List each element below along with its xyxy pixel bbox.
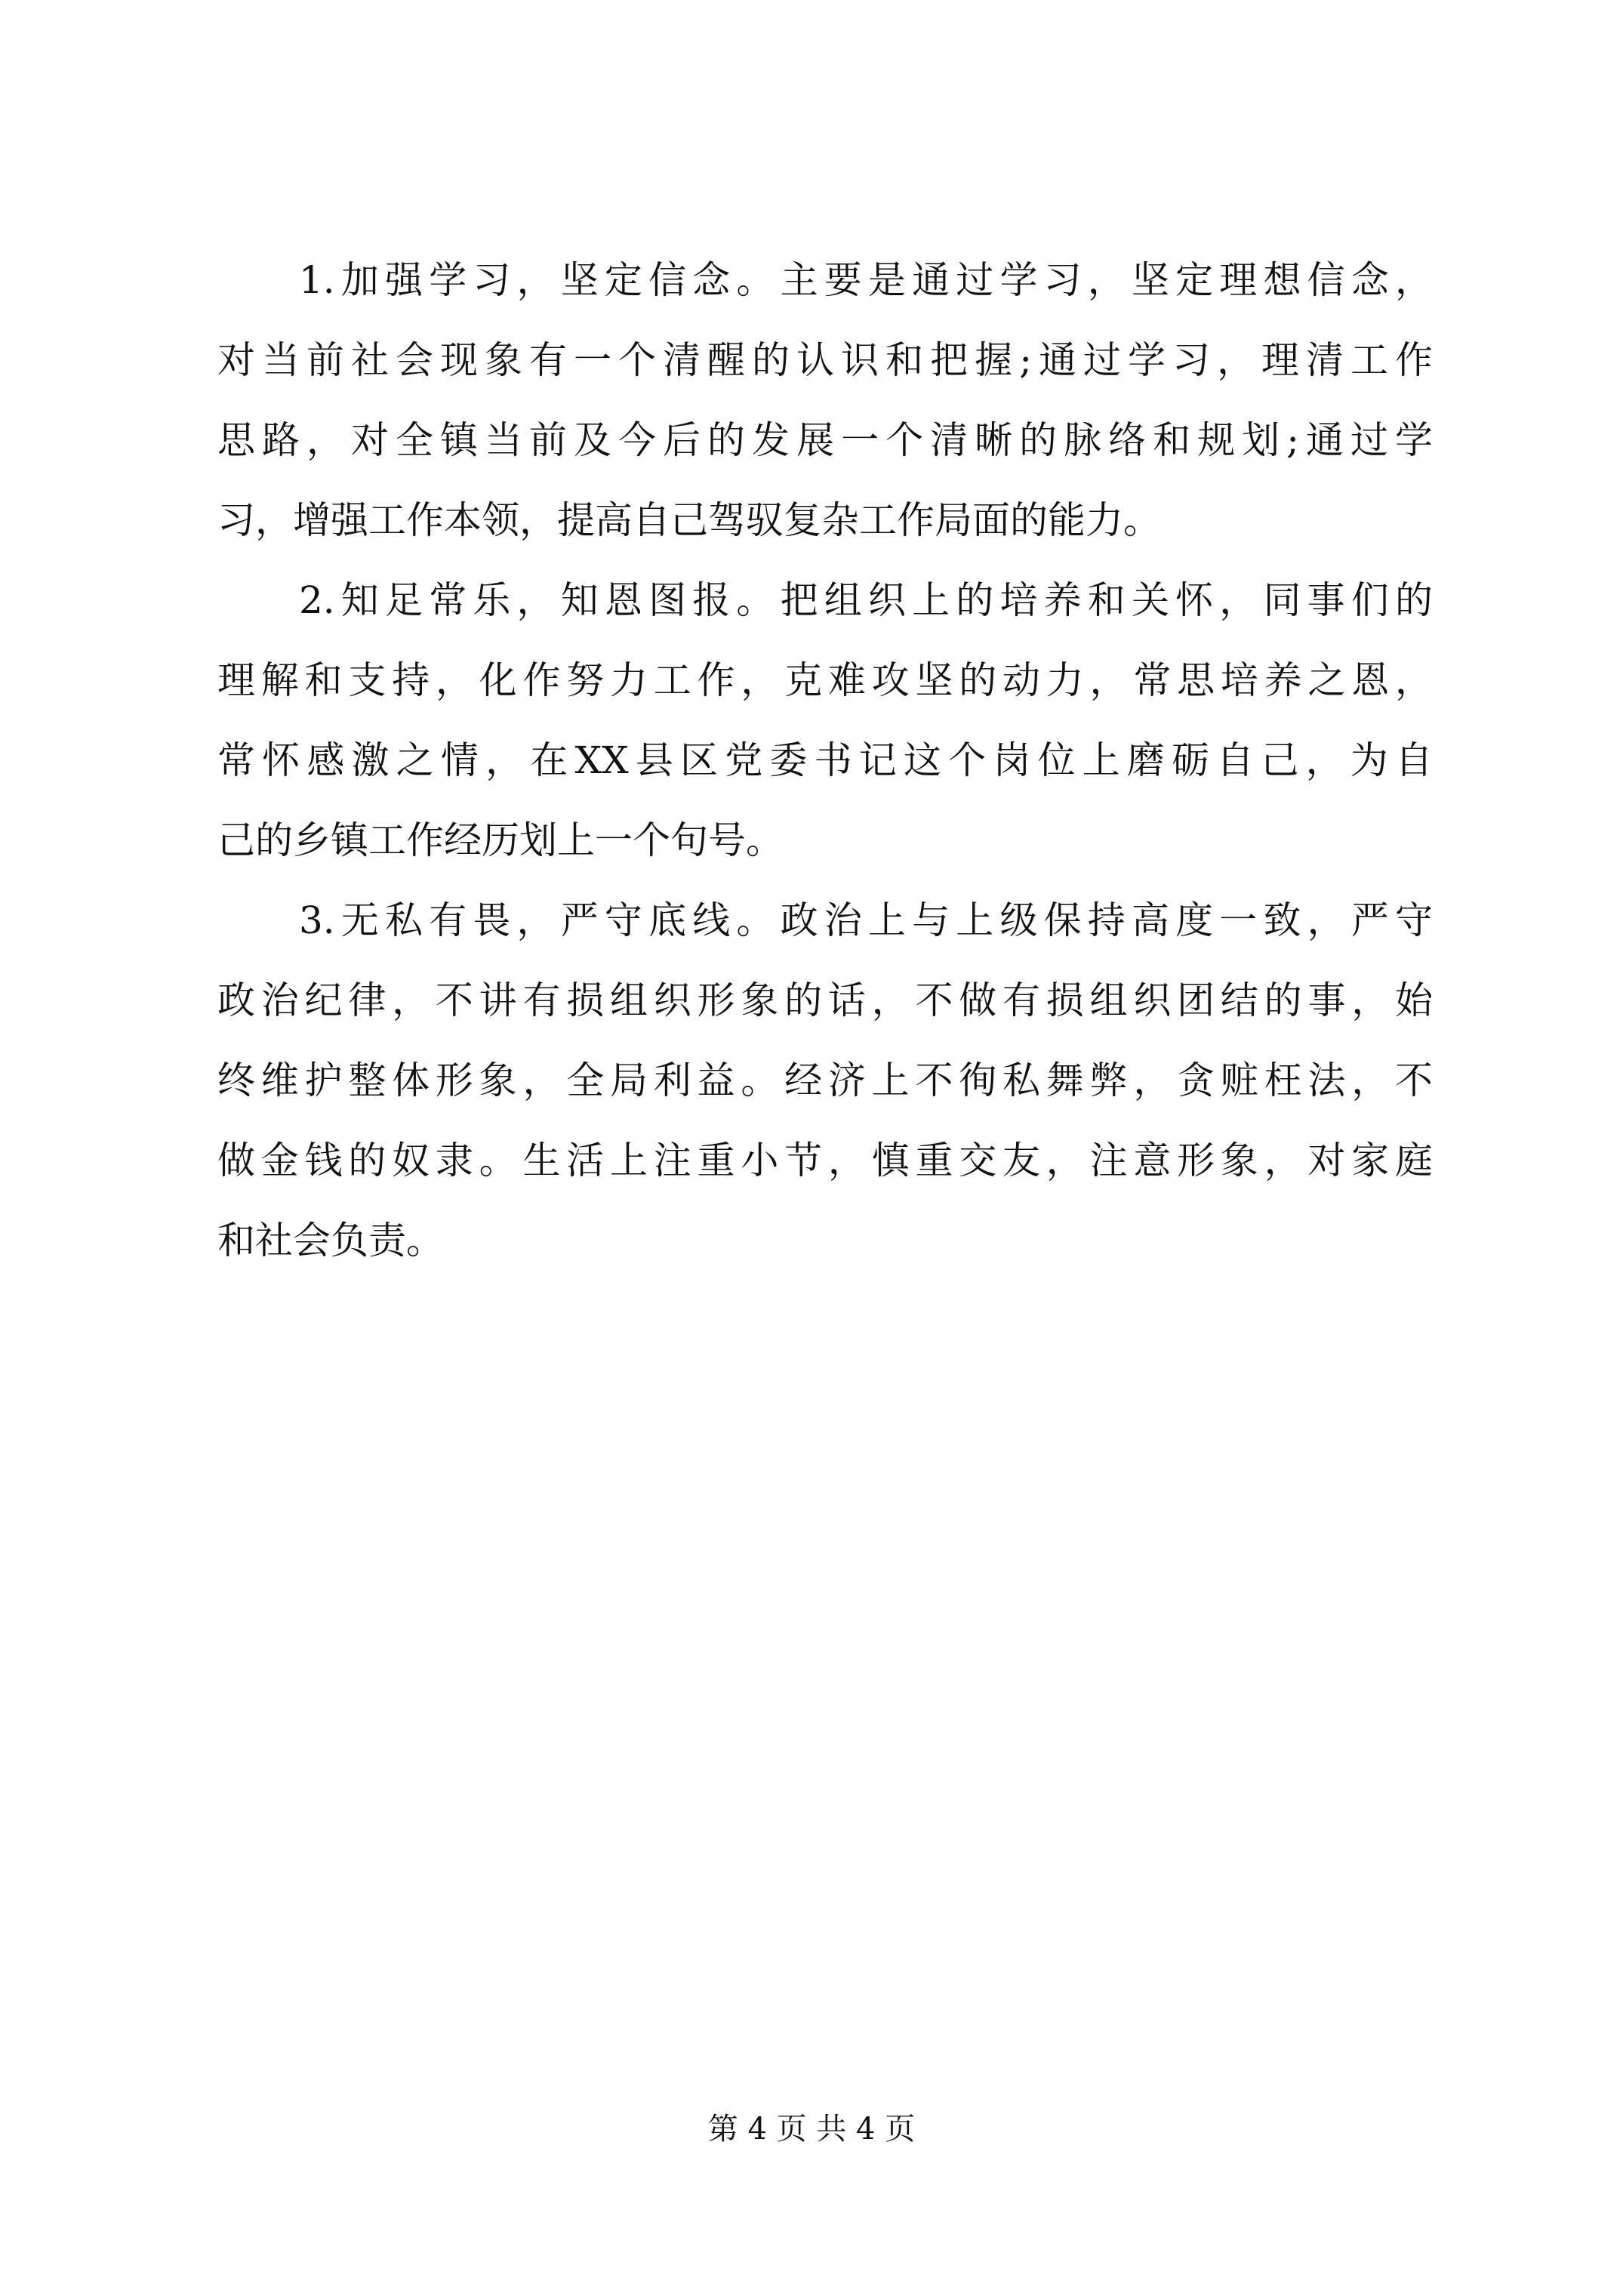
paragraph-line: 1.加强学习，坚定信念。主要是通过学习，坚定理想信念， xyxy=(299,258,1433,302)
paragraph-line: 理解和支持，化作努力工作，克难攻坚的动力，常思培养之恩， xyxy=(217,658,1433,702)
paragraph-line: 思路，对全镇当前及今后的发展一个清晰的脉络和规划;通过学 xyxy=(217,418,1433,462)
paragraph-line: 和社会负责。 xyxy=(217,1219,444,1262)
paragraph-line: 3.无私有畏，严守底线。政治上与上级保持高度一致，严守 xyxy=(299,898,1433,942)
paragraph-line: 对当前社会现象有一个清醒的认识和把握;通过学习，理清工作 xyxy=(217,338,1433,382)
paragraph-line: 做金钱的奴隶。生活上注重小节，慎重交友，注意形象，对家庭 xyxy=(217,1139,1433,1182)
document-body xyxy=(217,240,1433,1281)
paragraph-line: 政治纪律，不讲有损组织形象的话，不做有损组织团结的事，始 xyxy=(217,978,1433,1022)
paragraph-line: 2.知足常乐，知恩图报。把组织上的培养和关怀，同事们的 xyxy=(299,578,1433,622)
paragraph-1 xyxy=(217,240,1433,560)
paragraph-2 xyxy=(217,560,1433,880)
paragraph-3 xyxy=(217,880,1433,1281)
paragraph-line: 己的乡镇工作经历划上一个句号。 xyxy=(217,818,784,862)
paragraph-line: 终维护整体形象，全局利益。经济上不徇私舞弊，贪赃枉法，不 xyxy=(217,1059,1433,1102)
paragraph-line: 常怀感激之情，在XX县区党委书记这个岗位上磨砺自己，为自 xyxy=(217,738,1433,782)
paragraph-line: 习，增强工作本领，提高自己驾驭复杂工作局面的能力。 xyxy=(217,498,1161,542)
page-number-footer: 第 4 页 共 4 页 xyxy=(707,2112,916,2147)
